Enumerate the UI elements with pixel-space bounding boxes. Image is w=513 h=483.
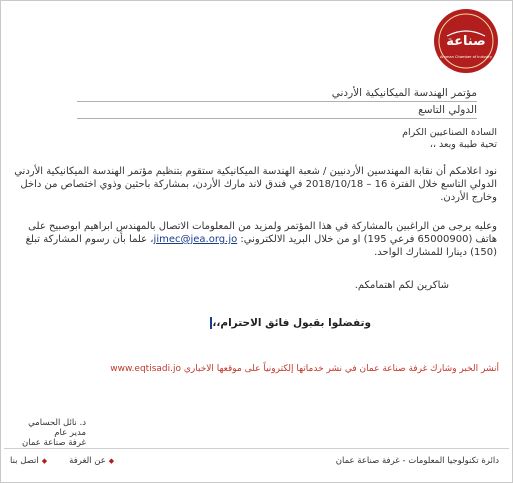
signature-block	[14, 418, 86, 448]
footer-contact-label: اتصل بنا	[10, 456, 39, 466]
contact-text-after: ، علما بأن رسوم المشاركة تبلغ (150) دينارا للمشارك الواحد.	[25, 234, 497, 258]
footer	[4, 448, 509, 472]
thanks-line: شاكرين لكم اهتمامكم.	[354, 280, 449, 291]
bullet-icon: ◆	[108, 457, 115, 465]
closing-line	[209, 317, 371, 329]
footer-about-link[interactable]	[69, 456, 114, 466]
chamber-logo	[433, 8, 499, 74]
paragraph-announcement: نود اعلامكم أن نقابة المهندسين الأردنيين / شعبة الهندسة الميكانيكية ستقوم بتنظيم مؤتمر الهندسة الميكانيكية الأردني الدولي التاسع خلال الفترة 16 – 2018/10/18 في فندق لاند مارك الأردن، بمشاركة باحثين وذوي اختصاص من داخل وخارج الأردن.	[14, 166, 497, 203]
footer-contact-link[interactable]	[10, 456, 47, 466]
greeting: تحية طيبة وبعد ،،	[429, 139, 497, 150]
footer-department: دائرة تكنولوجيا المعلومات - غرفة صناعة عمان	[335, 456, 499, 466]
promo-text: أنشر الخبر وشارك غرفة صناعة عمان في نشر خدماتها إلكترونياً على موقعها الاخباري	[183, 364, 499, 374]
signature-role: مدير عام	[54, 428, 86, 438]
letter-body	[11, 127, 497, 259]
signature-org: غرفة صناعة عمان	[22, 438, 86, 448]
promo-site-link[interactable]: www.eqtisadi.jo	[110, 364, 181, 374]
conference-title-line2: الدولي التاسع	[77, 103, 477, 119]
addressee: السادة الصناعيين الكرام	[402, 127, 497, 138]
paragraph-contact	[11, 220, 497, 259]
header	[0, 0, 513, 82]
footer-about-label: عن الغرفة	[69, 456, 106, 466]
promo-line	[110, 364, 499, 374]
bullet-icon: ◆	[41, 457, 48, 465]
contact-text-before: وعليه يرجى من الراغبين بالمشاركة في هذا المؤتمر ولمزيد من المعلومات الاتصال بالمهندس ابراهيم ابوصبيح على هاتف (65000900 فرعي 195) او من خلال البريد الالكتروني:	[28, 221, 497, 245]
closing-text: وتفضلوا بقبول فائق الاحترام،،	[212, 317, 371, 329]
email-link[interactable]: jimec@jea.org.jo	[153, 234, 238, 245]
conference-title-line1: مؤتمر الهندسة الميكانيكية الأردني	[77, 86, 477, 102]
footer-links	[10, 456, 114, 466]
svg-text:Amman Chamber of Industry: Amman Chamber of Industry	[439, 55, 493, 59]
conference-title	[77, 86, 477, 120]
signature-name: د. نائل الحسامي	[28, 418, 86, 428]
svg-text:صناعة: صناعة	[446, 34, 486, 49]
